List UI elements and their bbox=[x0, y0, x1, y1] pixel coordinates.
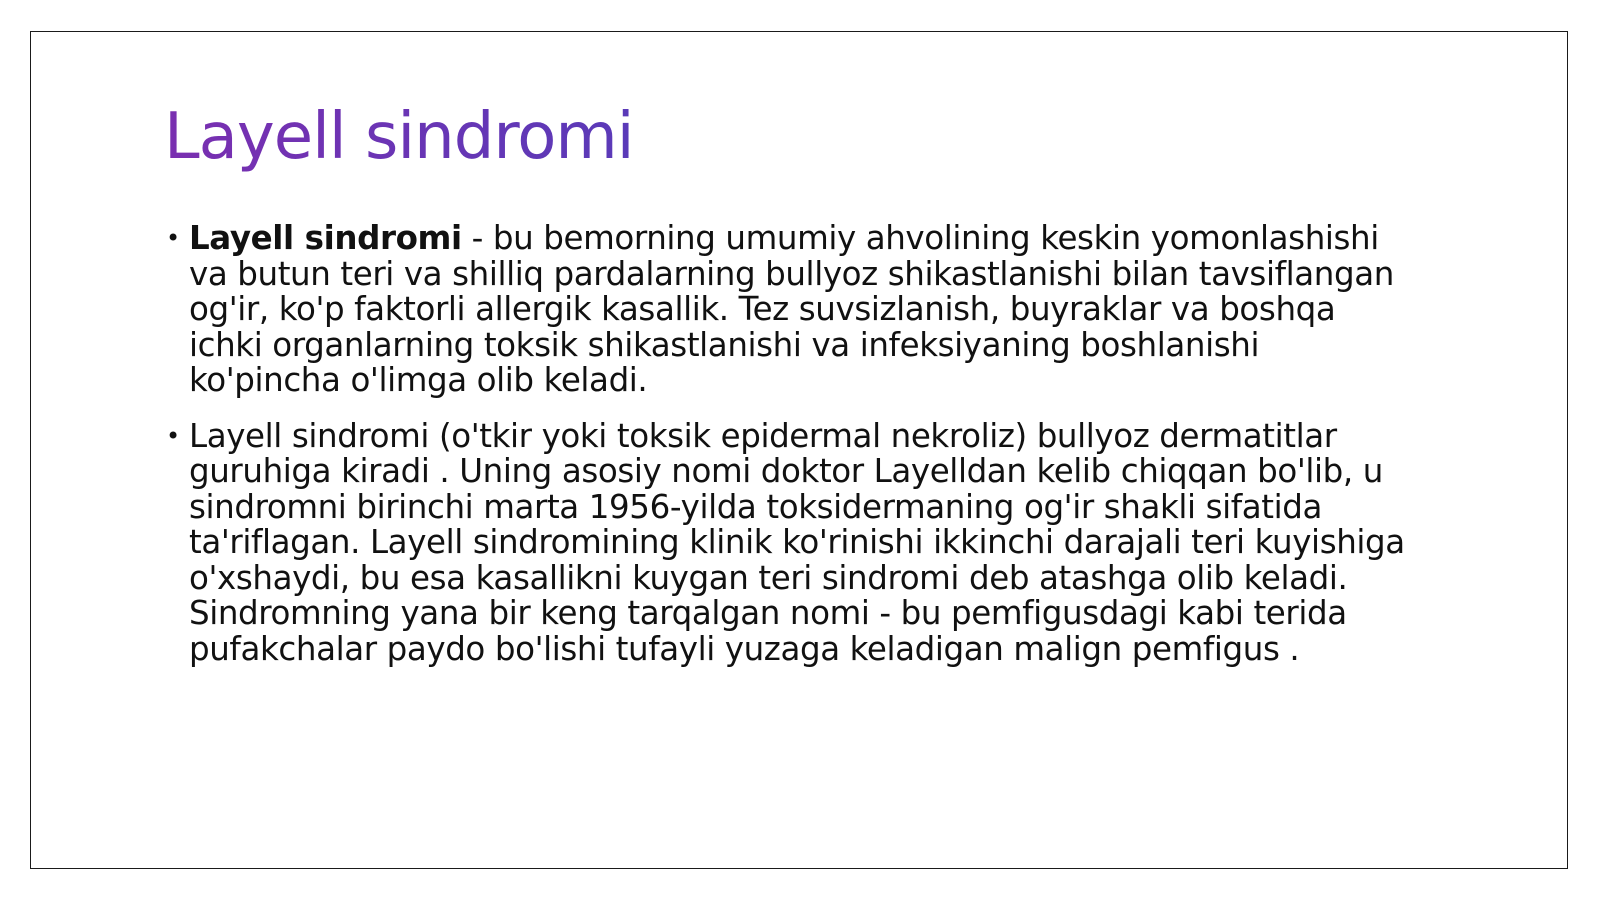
bullet-text: Layell sindromi (o'tkir yoki toksik epidermal nekroliz) bullyoz dermatitlar guruhiga kiradi . Uning asosiy nomi doktor Layelldan kelib chiqqan bo'lib, u sindromni birinchi marta 1956-yilda toksidermaning og'ir shakli sifatida ta'riflagan. Layell sindromining klinik ko'rinishi ikkinchi darajali teri kuyishiga o'xshaydi, bu esa kasallikni kuygan teri sindromi deb atashga olib keladi. Sindromning yana bir keng tarqalgan nomi - bu pemfigusdagi kabi terida pufakchalar paydo bo'lishi tufayli yuzaga keladigan malign pemfigus . bbox=[189, 416, 1405, 668]
bullet-dot-icon: • bbox=[166, 224, 180, 252]
bullet-item bbox=[166, 221, 1416, 399]
bullet-bold-term: Layell sindromi bbox=[189, 219, 462, 257]
slide-title: Layell sindromi bbox=[164, 100, 634, 174]
bullet-text: - bu bemorning umumiy ahvolining keskin yomonlashishi va butun teri va shilliq pardalarning bullyoz shikastlanishi bilan tavsiflangan og'ir, ko'p faktorli allergik kasallik. Tez suvsizlanish, buyraklar va boshqa ichki organlarning toksik shikastlanishi va infeksiyaning boshlanishi ko'pincha o'limga olib keladi. bbox=[189, 219, 1394, 399]
bullet-list bbox=[166, 221, 1416, 687]
slide bbox=[30, 31, 1568, 869]
bullet-item bbox=[166, 416, 1416, 668]
bullet-dot-icon: • bbox=[166, 421, 180, 450]
